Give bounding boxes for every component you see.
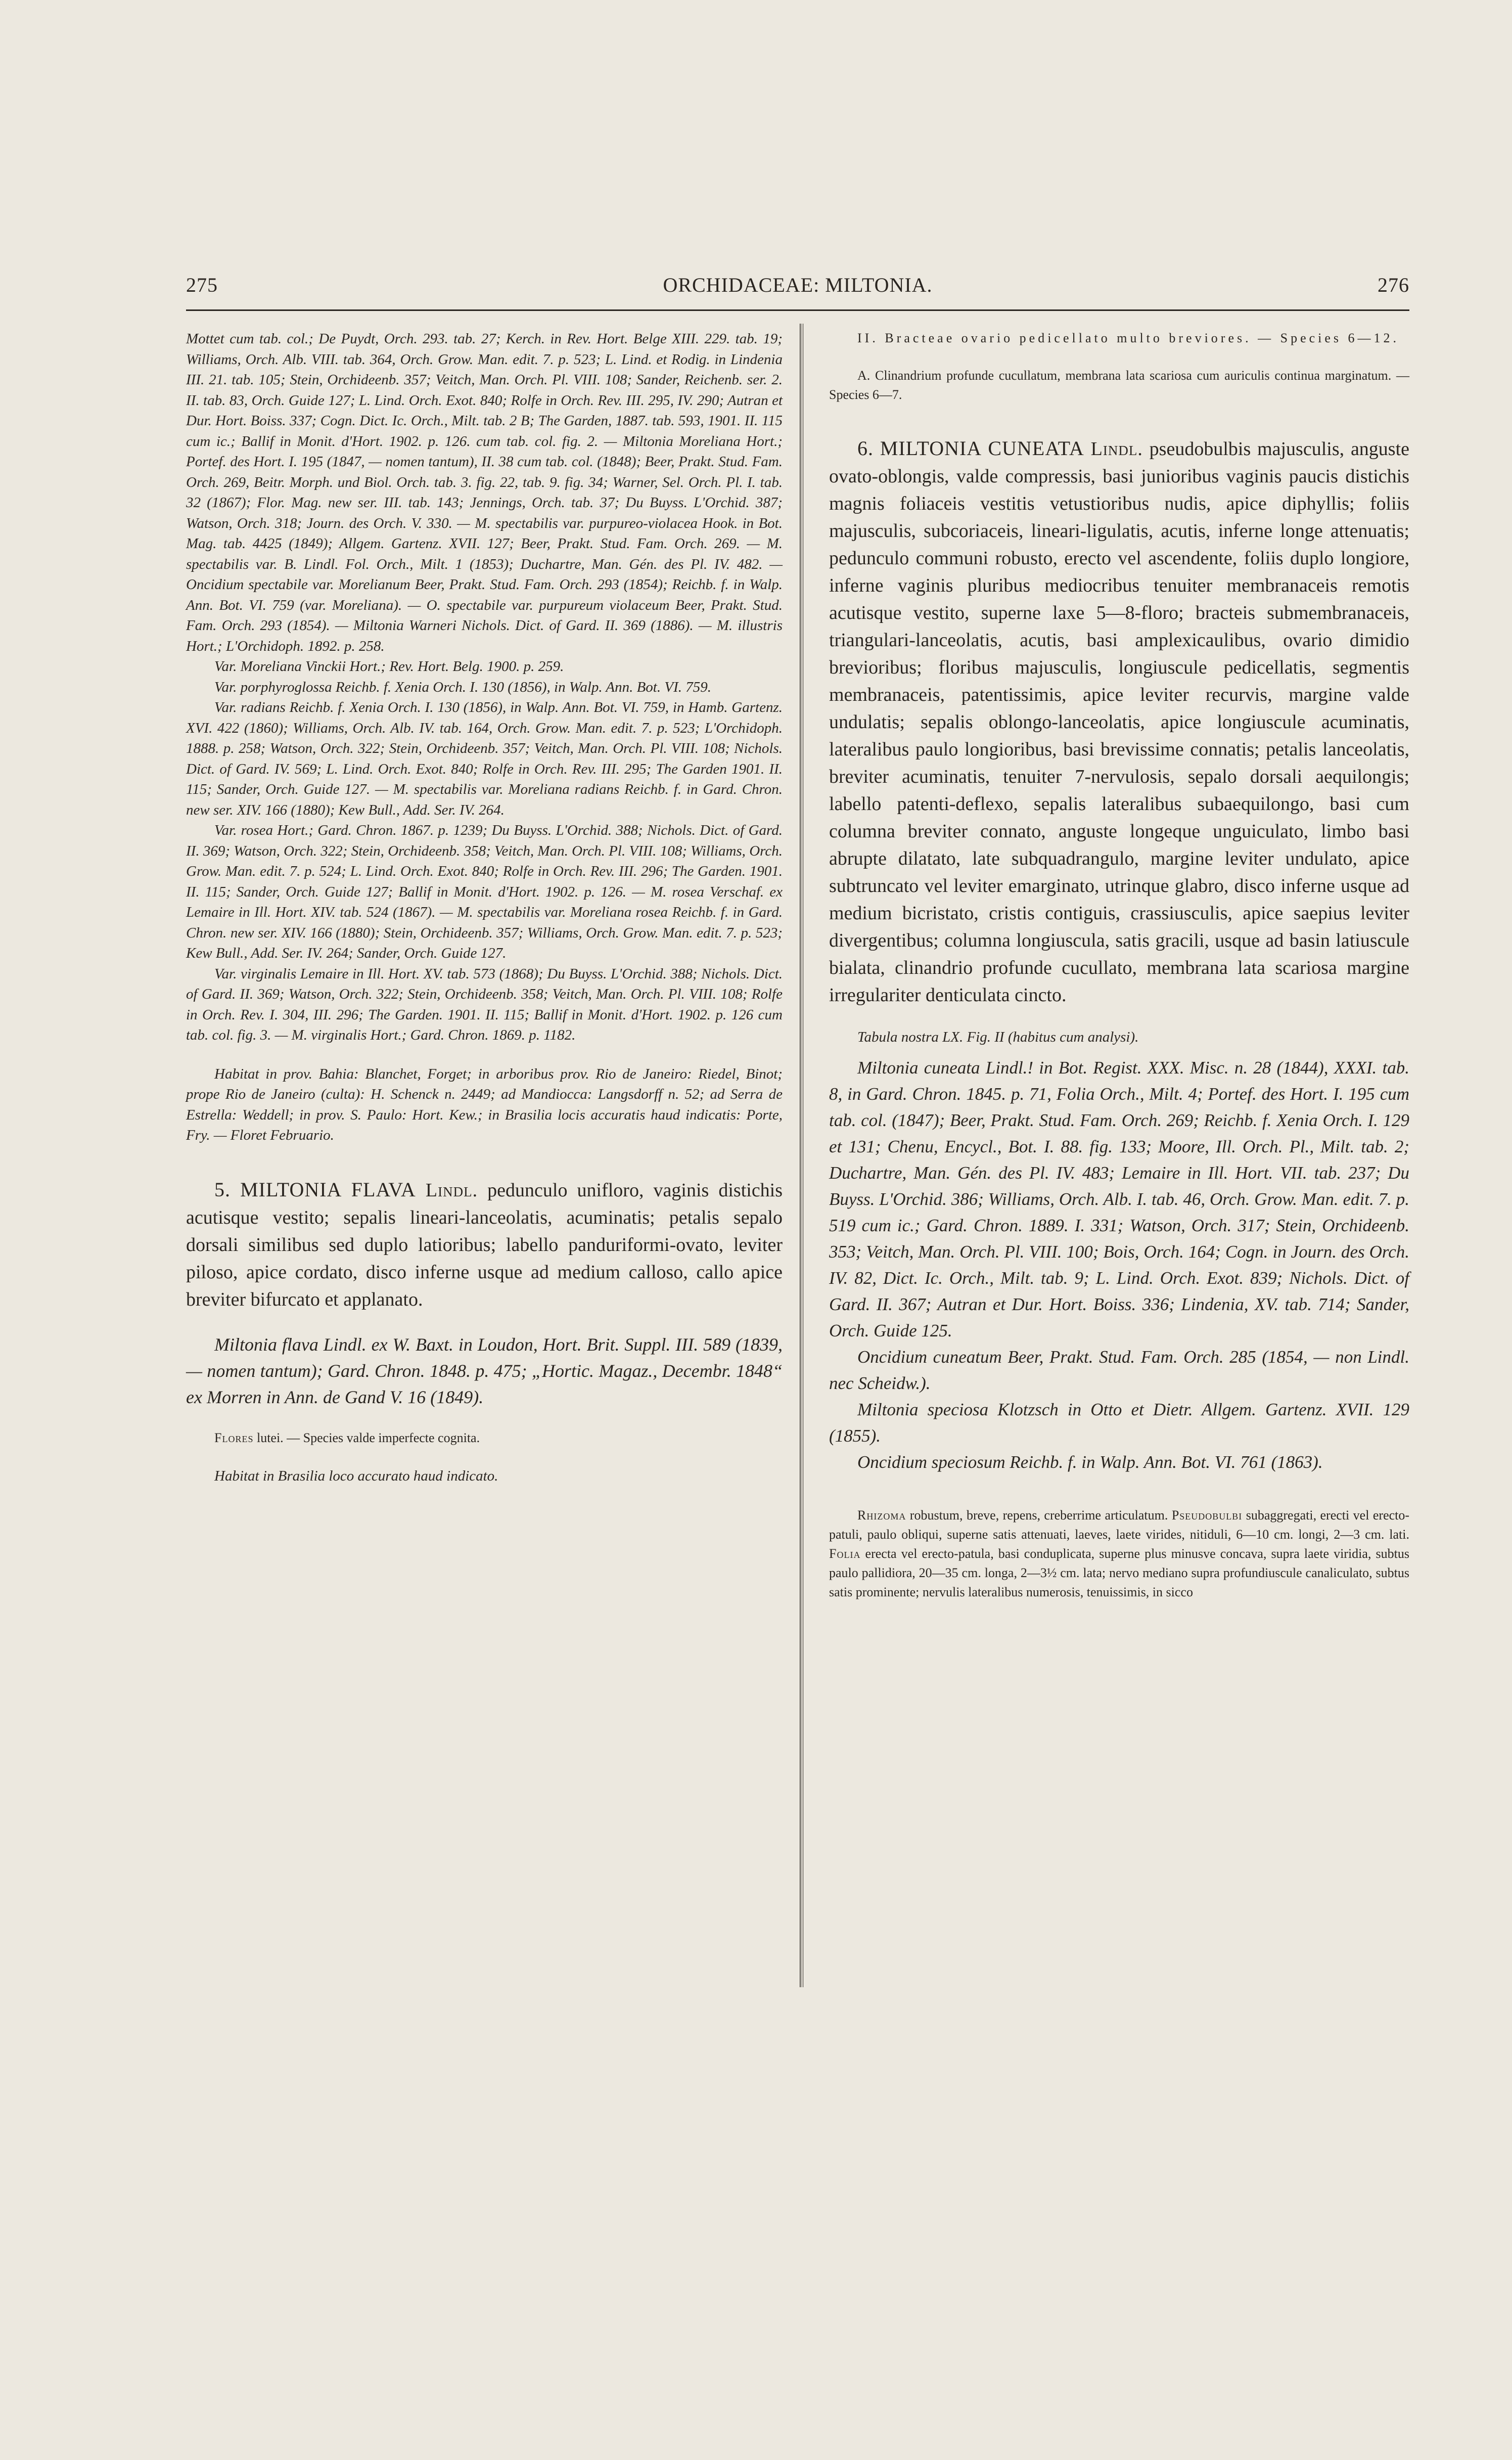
page-header bbox=[186, 273, 1409, 303]
variety-radians: Var. radians Reichb. f. Xenia Orch. I. 130 (1856), in Walp. Ann. Bot. VI. 759, in Hamb. Gartenz. XVI. 422 (1860); Williams, Orch. Alb. IV. tab. 164, Orch. Grow. Man. edit. 7. p. 523; L'Orchidoph. 1888. p. 258; Watson, Orch. 322; Stein, Orchideenb. 357; Veitch, Man. Orch. Pl. VIII. 108; Nichols. Dict. of Gard. IV. 569; L. Lind. Orch. Exot. 840; Rolfe in Orch. Rev. III. 295; The Garden 1901. II. 115; Sander, Orch. Guide 127. — M. spectabilis var. Moreliana radians Reichb. f. in Gard. Chron. new ser. XIV. 166 (1880); Kew Bull., Add. Ser. IV. 264. bbox=[186, 699, 783, 818]
variety-rosea: Var. rosea Hort.; Gard. Chron. 1867. p. 1239; Du Buyss. L'Orchid. 388; Nichols. Dict. of Gard. II. 369; Watson, Orch. 322; Stein, Orchideenb. 358; Veitch, Man. Orch. Pl. VIII. 108; Williams, Orch. Grow. Man. edit. 7. p. 524; L. Lind. Orch. Exot. 840; Rolfe in Orch. Rev. III. 296; The Garden. 1901. II. 115; Sander, Orch. Guide 127; Ballif in Monit. d'Hort. 1902. p. 126. — M. rosea Verschaf. ex Lemaire in Ill. Hort. XIV. tab. 524 (1867). — M. spectabilis var. Moreliana rosea Reichb. f. in Gard. Chron. new ser. XIV. 166 (1880); Stein, Orchideenb. 357; Williams, Orch. Grow. Man. edit. 7. p. 523; Kew Bull., Add. Ser. IV. 264; Sander, Orch. Guide 127. bbox=[186, 822, 783, 961]
species-5-description bbox=[186, 1176, 783, 1313]
left-column bbox=[186, 329, 783, 1486]
species-5-bibliography: Miltonia flava Lindl. ex W. Baxt. in Loudon, Hort. Brit. Suppl. III. 589 (1839, — nomen tantum); Gard. Chron. 1848. p. 475; „Hortic. Magaz., Decembr. 1848“ ex Morren in Ann. de Gand V. 16 (1849). bbox=[186, 1334, 783, 1407]
species-5-flores bbox=[186, 1428, 783, 1448]
header-rule bbox=[186, 309, 1409, 311]
habitat-note: Habitat in prov. Bahia: Blanchet, Forget; in arboribus prov. Rio de Janeiro: Riedel, Binot; prope Rio de Janeiro (culta): H. Schenck n. 2449; ad Mandiocca: Langsdorff n. 52; ad Serra de Estrella: Weddell; in prov. S. Paulo: Hort. Kew.; in Brasilia locis accuratis haud indicatis: Porte, Fry. — Floret Februario. bbox=[186, 1065, 783, 1143]
variety-virginalis: Var. virginalis Lemaire in Ill. Hort. XV. tab. 573 (1868); Du Buyss. L'Orchid. 388; Nichols. Dict. of Gard. II. 369; Watson, Orch. 322; Stein, Orchideenb. 358; Veitch, Man. Orch. Pl. VIII. 108; Rolfe in Orch. Rev. I. 304, III. 296; The Garden. 1901. II. 115; Ballif in Monit. d'Hort. 1902. p. 126 cum tab. col. fig. 3. — M. virginalis Hort.; Gard. Chron. 1869. p. 1182. bbox=[186, 965, 783, 1043]
species-6-description bbox=[829, 435, 1409, 1009]
page-number-left: 275 bbox=[186, 274, 218, 296]
flores-text: lutei. — Species valde imperfecte cognita. bbox=[256, 1430, 480, 1445]
variety-porphyroglossa: Var. porphyroglossa Reichb. f. Xenia Orch. I. 130 (1856), in Walp. Ann. Bot. VI. 759. bbox=[214, 679, 711, 695]
species-5-author: Lindl. bbox=[425, 1179, 478, 1201]
folia-text: erecta vel erecto-patula, basi conduplicata, superne plus minusve concava, supra laete viridia, subtus paulo pallidiora, 20—35 cm. longa, 2—3½ cm. lata; nervo mediano supra profundiuscule canaliculato, subtus satis prominente; nervulis lateralibus numerosis, tenuissimis, in sicco bbox=[829, 1546, 1409, 1599]
synonym-oncidium-cuneatum: Oncidium cuneatum Beer, Prakt. Stud. Fam. Orch. 285 (1854, — non Lindl. nec Scheidw.). bbox=[829, 1347, 1409, 1393]
flores-label: Flores bbox=[214, 1430, 254, 1445]
rhizoma-label: Rhizoma bbox=[857, 1507, 906, 1523]
synonym-miltonia-speciosa: Miltonia speciosa Klotzsch in Otto et Dietr. Allgem. Gartenz. XVII. 129 (1855). bbox=[829, 1399, 1409, 1446]
section-ii: II. Bracteae ovario pedicellato multo breviores. — Species 6—12. bbox=[857, 331, 1400, 345]
column-divider bbox=[800, 324, 803, 1987]
rhizoma-text: robustum, breve, repens, creberrime articulatum. bbox=[909, 1507, 1168, 1523]
running-title: ORCHIDACEAE: MILTONIA. bbox=[663, 274, 933, 296]
species-6-author: Lindl. bbox=[1090, 438, 1143, 460]
species-6-number: 6. bbox=[857, 437, 874, 460]
variety-vinckii: Var. Moreliana Vinckii Hort.; Rev. Hort. Belg. 1900. p. 259. bbox=[214, 658, 564, 675]
species-5-number: 5. bbox=[214, 1178, 231, 1201]
morphology-notes bbox=[829, 1506, 1409, 1602]
species-5-habitat: Habitat in Brasilia loco accurato haud indicato. bbox=[214, 1467, 498, 1484]
folia-label: Folia bbox=[829, 1546, 861, 1561]
species-6-name: MILTONIA CUNEATA bbox=[880, 437, 1084, 460]
species-5-name: MILTONIA FLAVA bbox=[240, 1178, 416, 1201]
synonym-oncidium-speciosum: Oncidium speciosum Reichb. f. in Walp. Ann. Bot. VI. 761 (1863). bbox=[857, 1452, 1323, 1472]
species-5-text: pedunculo unifloro, vaginis distichis acutisque vestito; sepalis lineari-lanceolatis, acuminatis; petalis sepalo dorsali similibus sed duplo latioribus; labello panduriformi-ovato, leviter piloso, apice cordato, disco inferne usque ad medium calloso, callo apice breviter bifurcato et applanato. bbox=[186, 1179, 783, 1310]
bibliography-continued: Mottet cum tab. col.; De Puydt, Orch. 293. tab. 27; Kerch. in Rev. Hort. Belge XIII. 229. tab. 19; Williams, Orch. Alb. VIII. tab. 364, Orch. Grow. Man. edit. 7. p. 523; L. Lind. et Rodig. in Lindenia III. 21. tab. 105; Stein, Orchideenb. 357; Veitch, Man. Orch. Pl. VIII. 108; Sander, Reichenb. ser. 2. II. tab. 83, Orch. Guide 127; L. Lind. Orch. Exot. 840; Rolfe in Orch. Rev. III. 295, IV. 290; Autran et Dur. Hort. Boiss. 337; Cogn. Dict. Ic. Orch., Milt. tab. 2 B; The Garden, 1887. tab. 593, 1901. II. 115 cum ic.; Ballif in Monit. d'Hort. 1902. p. 126. cum tab. col. fig. 2. — Miltonia Moreliana Hort.; Portef. des Hort. I. 195 (1847, — nomen tantum), II. 38 cum tab. col. (1848); Beer, Prakt. Stud. Fam. Orch. 269, Beitr. Morph. und Biol. Orch. tab. 3. fig. 22, tab. 9. fig. 34; Warner, Sel. Orch. Pl. I. tab. 32 (1867); Flor. Mag. new ser. III. tab. 143; Jennings, Orch. tab. 37; Du Buyss. L'Orchid. 387; Watson, Orch. 318; Journ. des Orch. V. 330. — M. spectabilis var. purpureo-violacea Hook. in Bot. Mag. tab. 4425 (1849); Allgem. Gartenz. XVII. 127; Beer, Prakt. Stud. Fam. Orch. 269. — M. spectabilis var. B. Lindl. Fol. Orch., Milt. 1 (1853); Duchartre, Man. Gén. des Pl. IV. 482. — Oncidium spectabile var. Morelianum Beer, Prakt. Stud. Fam. Orch. 293 (1854); Reichb. f. in Walp. Ann. Bot. VI. 759 (var. Moreliana). — O. spectabile var. purpureum violaceum Beer, Prakt. Stud. Fam. Orch. 293 (1854). — Miltonia Warneri Nichols. Dict. of Gard. II. 369 (1886). — M. illustris Hort.; L'Orchidoph. 1892. p. 258. bbox=[186, 331, 783, 654]
page-number-right: 276 bbox=[1378, 274, 1409, 296]
tabula-reference: Tabula nostra LX. Fig. II (habitus cum analysi). bbox=[857, 1029, 1139, 1045]
species-6-text: pseudobulbis majusculis, anguste ovato-oblongis, valde compressis, basi junioribus vaginis paucis distichis magnis foliaceis vestitis vetustioribus nudis, apice diphyllis; foliis majusculis, subcoriaceis, lineari-ligulatis, acutis, inferne longe attenuatis; pedunculo communi robusto, erecto vel ascendente, foliis duplo longiore, inferne vaginis pluribus mediocribus tenuiter membranaceis remotis acutisque vestito, superne laxe 5—8-floro; bracteis submembranaceis, triangulari-lanceolatis, acutis, basi amplexicaulibus, ovario dimidio brevioribus; floribus majusculis, longiuscule pedicellatis, segmentis membranaceis, patentissimis, apice leviter recurvis, margine valde undulatis; sepalis oblongo-lanceolatis, apice longiuscule acuminatis, lateralibus paulo longioribus, basi brevissime connatis; petalis lanceolatis, breviter acuminatis, tenuiter 7-nervulosis, sepalo dorsali aequilongis; labello patenti-deflexo, sepalis lateralibus subaequilongo, basi cum columna breviter connato, anguste longeque unguiculato, limbo basi abrupte dilatato, late subquadrangulo, margine leviter undulato, apice subtruncato vel leviter emarginato, utrinque glabro, disco inferne usque ad medium bicristato, cristis contiguis, crassiusculis, apice saepius leviter divergentibus; columna longiuscula, satis gracili, usque ad basin latiuscule bialata, clinandrio profunde cucullato, membrana lata scariosa margine irregulariter denticulata cincto. bbox=[829, 438, 1410, 1006]
species-6-bibliography: Miltonia cuneata Lindl.! in Bot. Regist. XXX. Misc. n. 28 (1844), XXXI. tab. 8, in Gard. Chron. 1845. p. 71, Folia Orch., Milt. 4; Portef. des Hort. I. 195 cum tab. col. (1847); Beer, Prakt. Stud. Fam. Orch. 269; Reichb. f. Xenia Orch. I. 129 et 131; Chenu, Encycl., Bot. I. 88. fig. 133; Moore, Ill. Orch. Pl., Milt. tab. 2; Duchartre, Man. Gén. des Pl. IV. 483; Lemaire in Ill. Hort. VII. tab. 237; Du Buyss. L'Orchid. 386; Williams, Orch. Alb. I. tab. 46, Orch. Grow. Man. edit. 7. p. 519 cum ic.; Gard. Chron. 1889. I. 331; Watson, Orch. 317; Stein, Orchideenb. 353; Veitch, Man. Orch. Pl. VIII. 100; Bois, Orch. 164; Cogn. in Journ. des Orch. IV. 82, Dict. Ic. Orch., Milt. tab. 9; L. Lind. Orch. Exot. 839; Nichols. Dict. of Gard. II. 367; Autran et Dur. Hort. Boiss. 336; Lindenia, XV. tab. 714; Sander, Orch. Guide 125. bbox=[829, 1057, 1409, 1340]
right-column bbox=[829, 329, 1409, 1602]
pseudobulbi-text: subaggregati, erecti vel erecto-patuli, paulo obliqui, superne satis attenuati, laeves, laete virides, nitiduli, 6—10 cm. longi, 2—3 cm. lati. bbox=[829, 1507, 1410, 1542]
section-a: A. Clinandrium profunde cucullatum, membrana lata scariosa cum auriculis continua marginatum. — Species 6—7. bbox=[829, 368, 1409, 402]
pseudobulbi-label: Pseudobulbi bbox=[1171, 1507, 1243, 1523]
